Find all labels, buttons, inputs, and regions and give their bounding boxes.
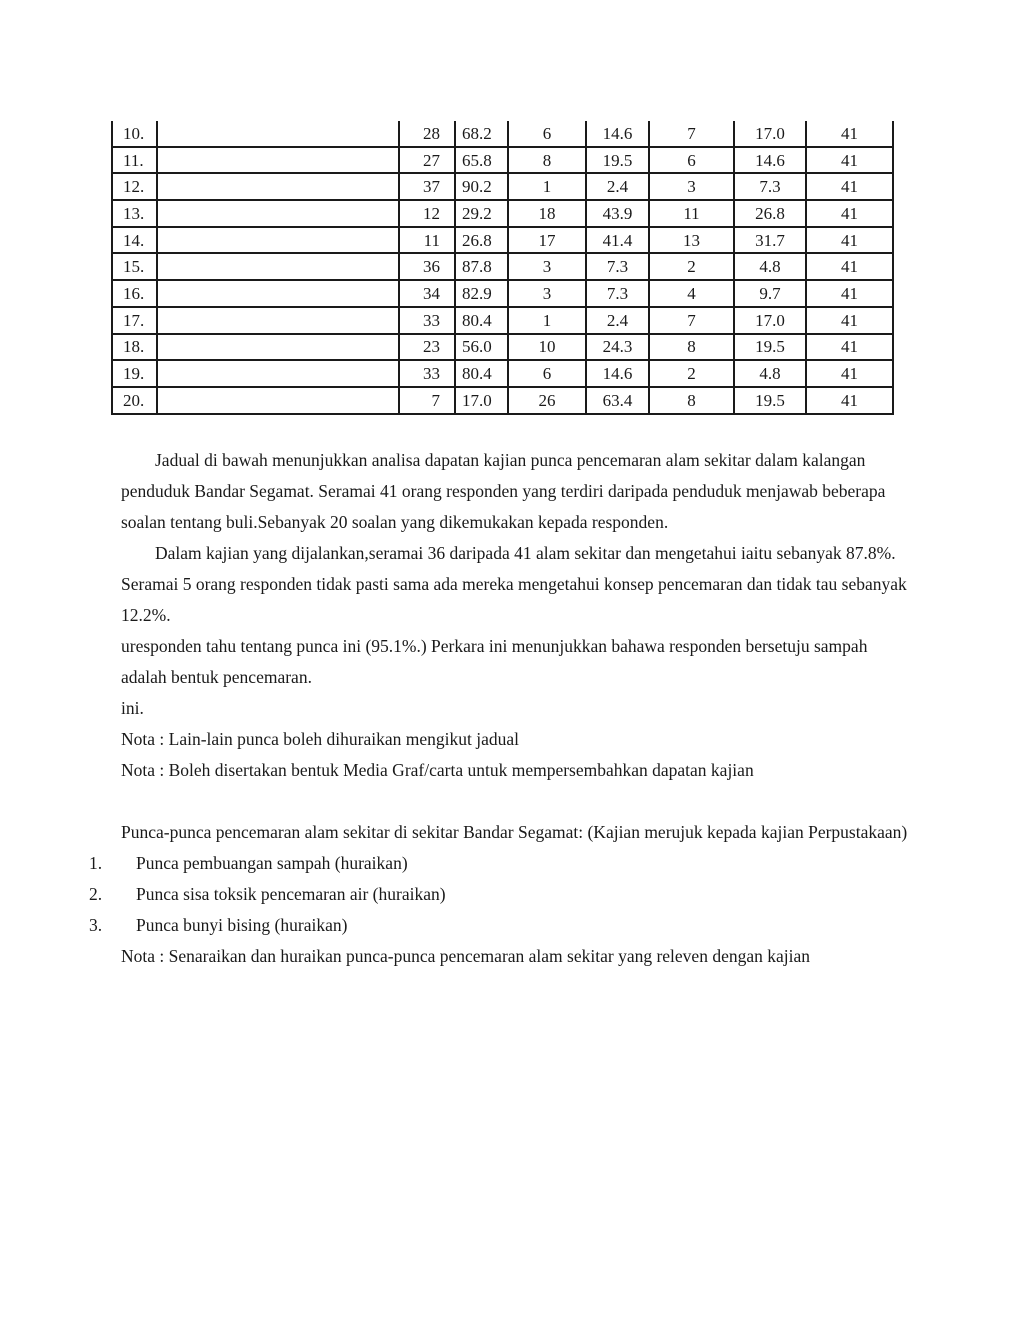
table-row	[112, 253, 893, 280]
cell-count-1: 37	[399, 173, 455, 200]
cell-count-3: 8	[649, 387, 734, 414]
cell-percent-1: 82.9	[455, 280, 508, 307]
cell-question-number: 12.	[112, 173, 157, 200]
table-row	[112, 147, 893, 174]
cell-count-2: 6	[508, 360, 586, 387]
cell-percent-3: 17.0	[734, 121, 806, 147]
cell-percent-1: 17.0	[455, 387, 508, 414]
cell-percent-3: 17.0	[734, 307, 806, 334]
cell-total: 41	[806, 253, 893, 280]
cell-percent-2: 14.6	[586, 360, 649, 387]
cell-question-text	[157, 334, 399, 361]
cell-count-2: 17	[508, 227, 586, 254]
cell-count-2: 1	[508, 307, 586, 334]
cell-total: 41	[806, 147, 893, 174]
table-row	[112, 360, 893, 387]
cell-count-1: 27	[399, 147, 455, 174]
cell-count-3: 7	[649, 121, 734, 147]
paragraph-findings: Dalam kajian yang dijalankan,seramai 36 daripada 41 alam sekitar dan mengetahui iaitu sebanyak 87.8%. Seramai 5 orang responden tidak pasti sama ada mereka mengetahui konsep pencemaran dan tidak tau sebanyak 12.2%.	[121, 543, 907, 625]
cell-count-1: 12	[399, 200, 455, 227]
cell-percent-3: 14.6	[734, 147, 806, 174]
document-body	[89, 445, 911, 972]
note-list-causes: Nota : Senaraikan dan huraikan punca-punca pencemaran alam sekitar yang releven dengan kajian	[121, 946, 810, 966]
cell-percent-3: 7.3	[734, 173, 806, 200]
cell-count-1: 23	[399, 334, 455, 361]
paragraph-fragment: ini.	[121, 698, 144, 718]
cell-count-2: 6	[508, 121, 586, 147]
results-table-body	[112, 121, 893, 414]
list-item-text: Punca sisa toksik pencemaran air (huraikan)	[136, 884, 446, 904]
cell-total: 41	[806, 334, 893, 361]
cell-count-3: 7	[649, 307, 734, 334]
cell-percent-1: 56.0	[455, 334, 508, 361]
cell-percent-3: 19.5	[734, 334, 806, 361]
cell-question-number: 13.	[112, 200, 157, 227]
table-row	[112, 121, 893, 147]
cell-count-3: 4	[649, 280, 734, 307]
results-table	[111, 121, 894, 415]
cell-question-number: 17.	[112, 307, 157, 334]
cell-percent-2: 7.3	[586, 253, 649, 280]
cell-question-text	[157, 147, 399, 174]
cell-question-text	[157, 200, 399, 227]
paragraph-analysis-intro: Jadual di bawah menunjukkan analisa dapatan kajian punca pencemaran alam sekitar dalam kalangan penduduk Bandar Segamat. Seramai 41 orang responden yang terdiri daripada penduduk menjawab beberapa soalan tentang buli.Sebanyak 20 soalan yang dikemukakan kepada responden.	[121, 450, 886, 532]
cell-total: 41	[806, 387, 893, 414]
cell-percent-2: 43.9	[586, 200, 649, 227]
paragraph-causes-heading: Punca-punca pencemaran alam sekitar di sekitar Bandar Segamat: (Kajian merujuk kepada kajian Perpustakaan)	[121, 822, 908, 842]
cell-question-number: 19.	[112, 360, 157, 387]
cell-percent-2: 63.4	[586, 387, 649, 414]
cell-count-3: 11	[649, 200, 734, 227]
cell-percent-2: 2.4	[586, 173, 649, 200]
cell-count-2: 18	[508, 200, 586, 227]
list-item	[89, 848, 911, 879]
cell-percent-3: 26.8	[734, 200, 806, 227]
list-item-number: 3.	[89, 915, 103, 935]
cell-percent-1: 80.4	[455, 360, 508, 387]
cell-count-3: 2	[649, 360, 734, 387]
cell-total: 41	[806, 360, 893, 387]
cell-question-text	[157, 227, 399, 254]
cell-total: 41	[806, 280, 893, 307]
cell-count-1: 34	[399, 280, 455, 307]
cell-question-number: 15.	[112, 253, 157, 280]
table-row	[112, 227, 893, 254]
cell-count-2: 10	[508, 334, 586, 361]
cell-total: 41	[806, 227, 893, 254]
blank-line	[121, 786, 911, 817]
cell-count-2: 1	[508, 173, 586, 200]
cell-count-1: 33	[399, 360, 455, 387]
cell-total: 41	[806, 173, 893, 200]
cell-percent-1: 80.4	[455, 307, 508, 334]
cell-question-text	[157, 173, 399, 200]
cell-question-text	[157, 280, 399, 307]
cell-total: 41	[806, 307, 893, 334]
cell-count-3: 2	[649, 253, 734, 280]
cell-question-number: 14.	[112, 227, 157, 254]
cell-percent-2: 7.3	[586, 280, 649, 307]
note-graph-media: Nota : Boleh disertakan bentuk Media Graf/carta untuk mempersembahkan dapatan kajian	[121, 760, 754, 780]
cell-count-2: 3	[508, 253, 586, 280]
cell-question-text	[157, 121, 399, 147]
cell-count-1: 33	[399, 307, 455, 334]
cell-count-1: 11	[399, 227, 455, 254]
cell-total: 41	[806, 200, 893, 227]
cell-percent-3: 19.5	[734, 387, 806, 414]
list-item	[89, 910, 911, 941]
paragraph-awareness: uresponden tahu tentang punca ini (95.1%.) Perkara ini menunjukkan bahawa responden bersetuju sampah adalah bentuk pencemaran.	[121, 636, 868, 687]
table-row	[112, 200, 893, 227]
cell-percent-2: 41.4	[586, 227, 649, 254]
cell-question-text	[157, 253, 399, 280]
cell-percent-1: 65.8	[455, 147, 508, 174]
table-row	[112, 334, 893, 361]
cell-count-3: 6	[649, 147, 734, 174]
list-item-text: Punca bunyi bising (huraikan)	[136, 915, 348, 935]
note-other-causes: Nota : Lain-lain punca boleh dihuraikan mengikut jadual	[121, 729, 520, 749]
cell-percent-2: 2.4	[586, 307, 649, 334]
table-row	[112, 387, 893, 414]
cell-count-3: 3	[649, 173, 734, 200]
cell-percent-1: 87.8	[455, 253, 508, 280]
list-item-number: 2.	[89, 884, 103, 904]
cell-total: 41	[806, 121, 893, 147]
cell-question-number: 10.	[112, 121, 157, 147]
cell-percent-1: 68.2	[455, 121, 508, 147]
cell-question-number: 16.	[112, 280, 157, 307]
cell-percent-2: 19.5	[586, 147, 649, 174]
cell-count-2: 3	[508, 280, 586, 307]
cell-count-2: 8	[508, 147, 586, 174]
cell-question-number: 18.	[112, 334, 157, 361]
cell-percent-3: 31.7	[734, 227, 806, 254]
cell-count-3: 13	[649, 227, 734, 254]
cell-percent-1: 90.2	[455, 173, 508, 200]
list-item-text: Punca pembuangan sampah (huraikan)	[136, 853, 408, 873]
cell-count-1: 28	[399, 121, 455, 147]
cell-question-text	[157, 387, 399, 414]
cell-percent-2: 14.6	[586, 121, 649, 147]
table-row	[112, 280, 893, 307]
cell-percent-2: 24.3	[586, 334, 649, 361]
cell-percent-3: 9.7	[734, 280, 806, 307]
table-row	[112, 307, 893, 334]
cell-question-text	[157, 360, 399, 387]
cell-percent-1: 26.8	[455, 227, 508, 254]
cell-percent-3: 4.8	[734, 253, 806, 280]
cell-count-2: 26	[508, 387, 586, 414]
table-row	[112, 173, 893, 200]
cell-count-1: 7	[399, 387, 455, 414]
cell-question-number: 20.	[112, 387, 157, 414]
list-item-number: 1.	[89, 853, 103, 873]
cell-count-3: 8	[649, 334, 734, 361]
cell-question-text	[157, 307, 399, 334]
cell-count-1: 36	[399, 253, 455, 280]
cell-percent-1: 29.2	[455, 200, 508, 227]
cell-question-number: 11.	[112, 147, 157, 174]
cell-percent-3: 4.8	[734, 360, 806, 387]
list-item	[89, 879, 911, 910]
